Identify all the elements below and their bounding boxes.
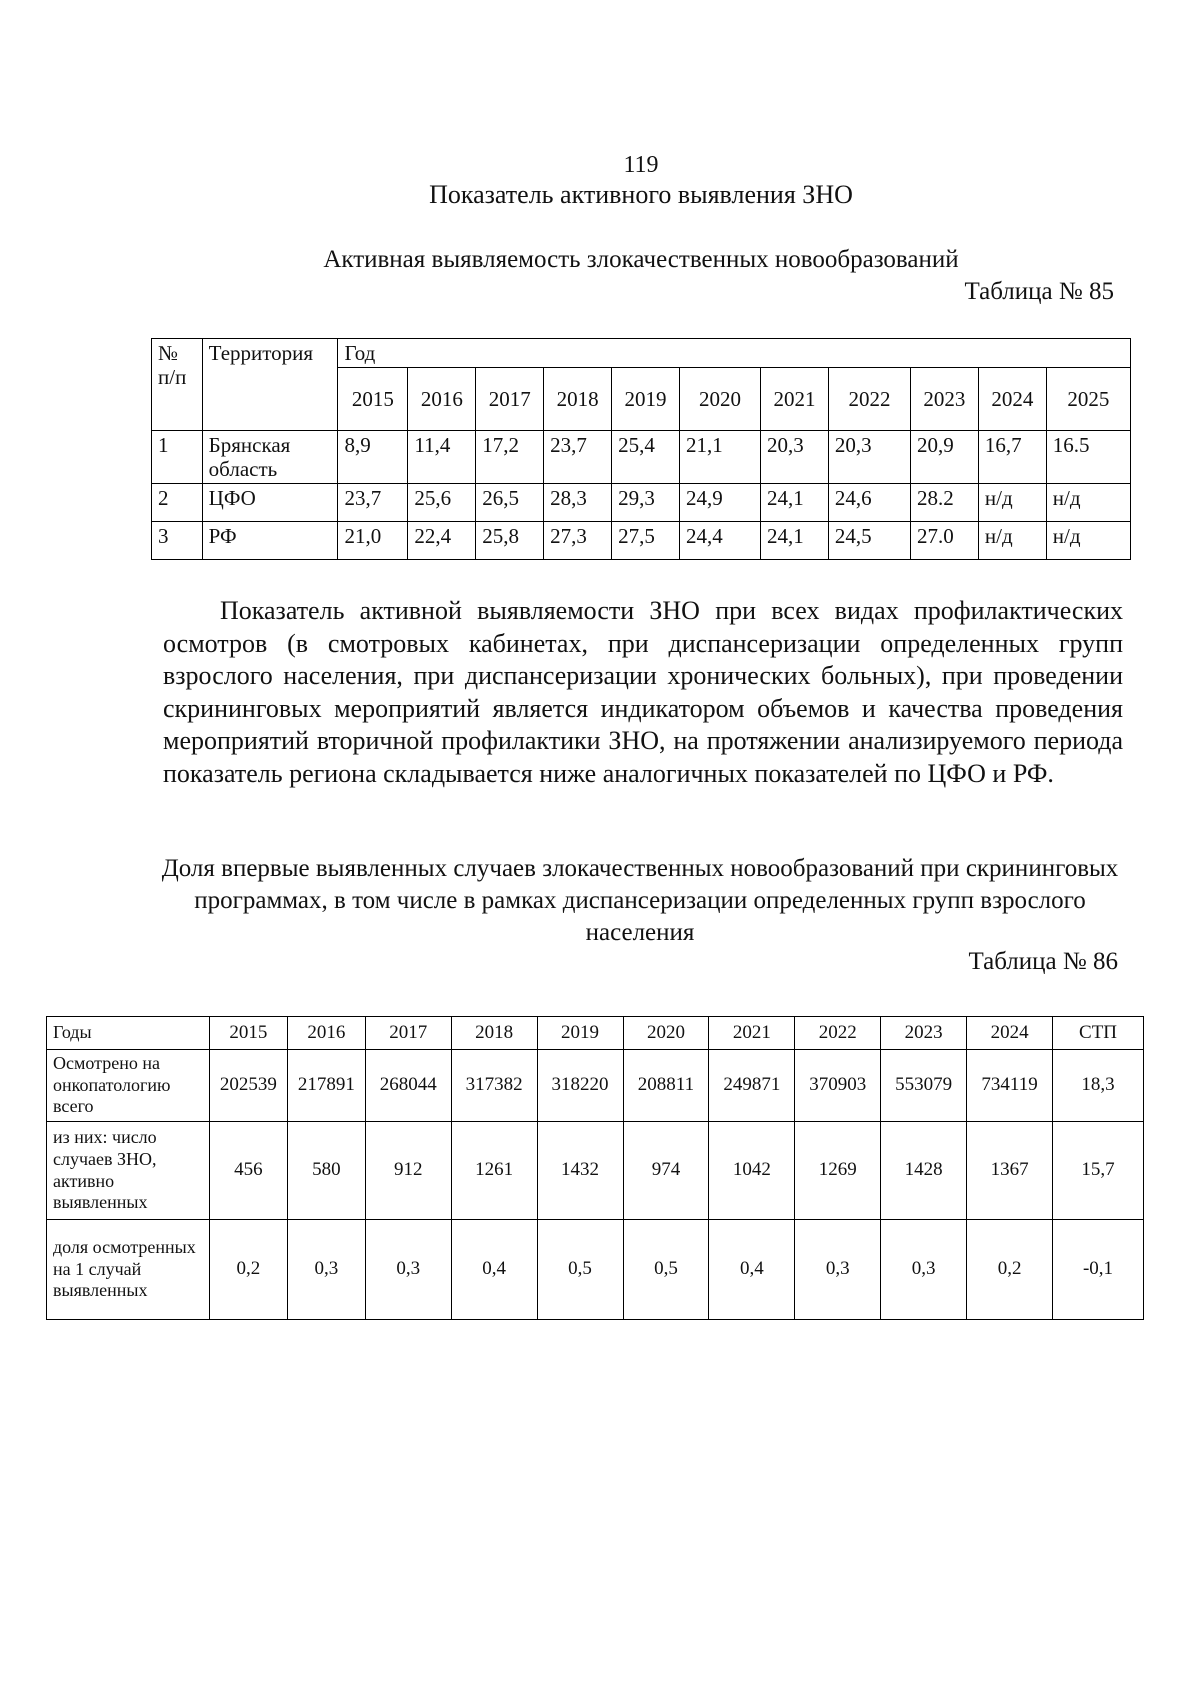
value-cell: 21,1 bbox=[679, 431, 760, 484]
row-number-cell: 1 bbox=[152, 431, 203, 484]
value-cell: 28,3 bbox=[544, 484, 612, 522]
value-cell: 20,3 bbox=[761, 431, 829, 484]
value-cell: 974 bbox=[623, 1122, 709, 1220]
value-cell: 24,1 bbox=[761, 522, 829, 560]
value-cell: 1432 bbox=[537, 1122, 623, 1220]
table-85-year-cell: 2019 bbox=[612, 368, 680, 431]
table-85-year-cell: 2024 bbox=[978, 368, 1046, 431]
value-cell: 0,2 bbox=[209, 1220, 287, 1320]
value-cell: 0,3 bbox=[881, 1220, 967, 1320]
value-cell: 23,7 bbox=[544, 431, 612, 484]
value-cell: 29,3 bbox=[612, 484, 680, 522]
table-85-number: Таблица № 85 bbox=[964, 278, 1114, 305]
year-header-cell: 2023 bbox=[881, 1017, 967, 1050]
table-86-header-row bbox=[47, 1017, 1144, 1050]
value-cell: 17,2 bbox=[476, 431, 544, 484]
table-85-territory-header: Территория bbox=[202, 339, 338, 431]
value-cell: 26,5 bbox=[476, 484, 544, 522]
page-number: 119 bbox=[623, 152, 659, 178]
value-cell: 22,4 bbox=[408, 522, 476, 560]
table-86-caption: Доля впервые выявленных случаев злокачественных новообразований при скрининговых программах, в том числе в рамках диспансеризации определенных групп взрослого населения bbox=[161, 855, 1119, 946]
table-85-year-cell: 2015 bbox=[338, 368, 408, 431]
value-cell: 16,7 bbox=[978, 431, 1046, 484]
value-cell: 28.2 bbox=[910, 484, 978, 522]
table-85-year-cell: 2023 bbox=[910, 368, 978, 431]
value-cell: 24,9 bbox=[679, 484, 760, 522]
year-header-cell: 2019 bbox=[537, 1017, 623, 1050]
table-86 bbox=[46, 1016, 1144, 1320]
value-cell: 25,6 bbox=[408, 484, 476, 522]
row-label-cell: доля осмотренных на 1 случай выявленных bbox=[47, 1220, 210, 1320]
table-85-year-cell: 2022 bbox=[828, 368, 910, 431]
row-label-cell: из них: число случаев ЗНО, активно выявленных bbox=[47, 1122, 210, 1220]
table-86-number: Таблица № 86 bbox=[968, 948, 1118, 975]
table-85-year-cell: 2021 bbox=[761, 368, 829, 431]
table-row bbox=[47, 1220, 1144, 1320]
value-cell: 21,0 bbox=[338, 522, 408, 560]
table-85-caption: Активная выявляемость злокачественных новообразований bbox=[323, 246, 959, 273]
table-row bbox=[152, 484, 1131, 522]
year-header-cell: 2017 bbox=[365, 1017, 451, 1050]
value-cell: 24,1 bbox=[761, 484, 829, 522]
section-title: Показатель активного выявления ЗНО bbox=[429, 180, 853, 209]
year-header-cell: 2018 bbox=[451, 1017, 537, 1050]
value-cell: 23,7 bbox=[338, 484, 408, 522]
year-header-cell: 2015 bbox=[209, 1017, 287, 1050]
table-85 bbox=[151, 338, 1131, 560]
year-header-cell: 2022 bbox=[795, 1017, 881, 1050]
table-85-year-cell: 2017 bbox=[476, 368, 544, 431]
value-cell: н/д bbox=[978, 484, 1046, 522]
table-85-num-header: № п/п bbox=[152, 339, 203, 431]
value-cell: 24,5 bbox=[828, 522, 910, 560]
value-cell: 317382 bbox=[451, 1050, 537, 1122]
value-cell: 1261 bbox=[451, 1122, 537, 1220]
row-label-cell: Осмотрено на онкопатологию всего bbox=[47, 1050, 210, 1122]
year-header-cell: 2016 bbox=[287, 1017, 365, 1050]
table-85-year-cell: 2018 bbox=[544, 368, 612, 431]
value-cell: 8,9 bbox=[338, 431, 408, 484]
value-cell: -0,1 bbox=[1053, 1220, 1144, 1320]
value-cell: 25,8 bbox=[476, 522, 544, 560]
table-row bbox=[47, 1122, 1144, 1220]
value-cell: 912 bbox=[365, 1122, 451, 1220]
territory-cell: Брянская область bbox=[202, 431, 338, 484]
value-cell: 27,3 bbox=[544, 522, 612, 560]
value-cell: 20,9 bbox=[910, 431, 978, 484]
value-cell: 318220 bbox=[537, 1050, 623, 1122]
row-number-cell: 3 bbox=[152, 522, 203, 560]
value-cell: 1269 bbox=[795, 1122, 881, 1220]
value-cell: 249871 bbox=[709, 1050, 795, 1122]
value-cell: 0,3 bbox=[287, 1220, 365, 1320]
value-cell: 16.5 bbox=[1046, 431, 1130, 484]
year-header-cell: СТП bbox=[1053, 1017, 1144, 1050]
value-cell: 202539 bbox=[209, 1050, 287, 1122]
value-cell: 0,4 bbox=[709, 1220, 795, 1320]
territory-cell: РФ bbox=[202, 522, 338, 560]
value-cell: н/д bbox=[1046, 484, 1130, 522]
value-cell: 0,4 bbox=[451, 1220, 537, 1320]
table-row bbox=[47, 1050, 1144, 1122]
value-cell: 1042 bbox=[709, 1122, 795, 1220]
value-cell: 20,3 bbox=[828, 431, 910, 484]
value-cell: 15,7 bbox=[1053, 1122, 1144, 1220]
table-85-year-header: Год bbox=[338, 339, 1131, 368]
value-cell: 27,5 bbox=[612, 522, 680, 560]
value-cell: 1428 bbox=[881, 1122, 967, 1220]
value-cell: 0,5 bbox=[537, 1220, 623, 1320]
value-cell: 370903 bbox=[795, 1050, 881, 1122]
body-paragraph bbox=[163, 595, 1123, 790]
value-cell: 553079 bbox=[881, 1050, 967, 1122]
row-number-cell: 2 bbox=[152, 484, 203, 522]
value-cell: 217891 bbox=[287, 1050, 365, 1122]
value-cell: 18,3 bbox=[1053, 1050, 1144, 1122]
years-header-cell: Годы bbox=[47, 1017, 210, 1050]
value-cell: 24,4 bbox=[679, 522, 760, 560]
value-cell: 27.0 bbox=[910, 522, 978, 560]
value-cell: н/д bbox=[978, 522, 1046, 560]
table-85-year-cell: 2020 bbox=[679, 368, 760, 431]
value-cell: 580 bbox=[287, 1122, 365, 1220]
value-cell: 0,3 bbox=[365, 1220, 451, 1320]
year-header-cell: 2020 bbox=[623, 1017, 709, 1050]
table-85-year-cell: 2016 bbox=[408, 368, 476, 431]
table-85-year-cell: 2025 bbox=[1046, 368, 1130, 431]
value-cell: 0,5 bbox=[623, 1220, 709, 1320]
value-cell: 0,3 bbox=[795, 1220, 881, 1320]
value-cell: 456 bbox=[209, 1122, 287, 1220]
value-cell: н/д bbox=[1046, 522, 1130, 560]
table-85-header-row bbox=[152, 339, 1131, 368]
table-row bbox=[152, 431, 1131, 484]
value-cell: 268044 bbox=[365, 1050, 451, 1122]
value-cell: 1367 bbox=[967, 1122, 1053, 1220]
year-header-cell: 2024 bbox=[967, 1017, 1053, 1050]
value-cell: 208811 bbox=[623, 1050, 709, 1122]
body-paragraph-text: Показатель активной выявляемости ЗНО при всех видах профилактических осмотров (в смотровых кабинетах, при диспансеризации определенных групп взрослого населения, при диспансеризации хронических больных), при проведении скрининговых мероприятий является индикатором объемов и качества проведения мероприятий вторичной профилактики ЗНО, на протяжении анализируемого периода показатель региона складывается ниже аналогичных показателей по ЦФО и РФ. bbox=[163, 596, 1123, 788]
value-cell: 734119 bbox=[967, 1050, 1053, 1122]
year-header-cell: 2021 bbox=[709, 1017, 795, 1050]
territory-cell: ЦФО bbox=[202, 484, 338, 522]
value-cell: 24,6 bbox=[828, 484, 910, 522]
value-cell: 11,4 bbox=[408, 431, 476, 484]
table-row bbox=[152, 522, 1131, 560]
value-cell: 25,4 bbox=[612, 431, 680, 484]
value-cell: 0,2 bbox=[967, 1220, 1053, 1320]
